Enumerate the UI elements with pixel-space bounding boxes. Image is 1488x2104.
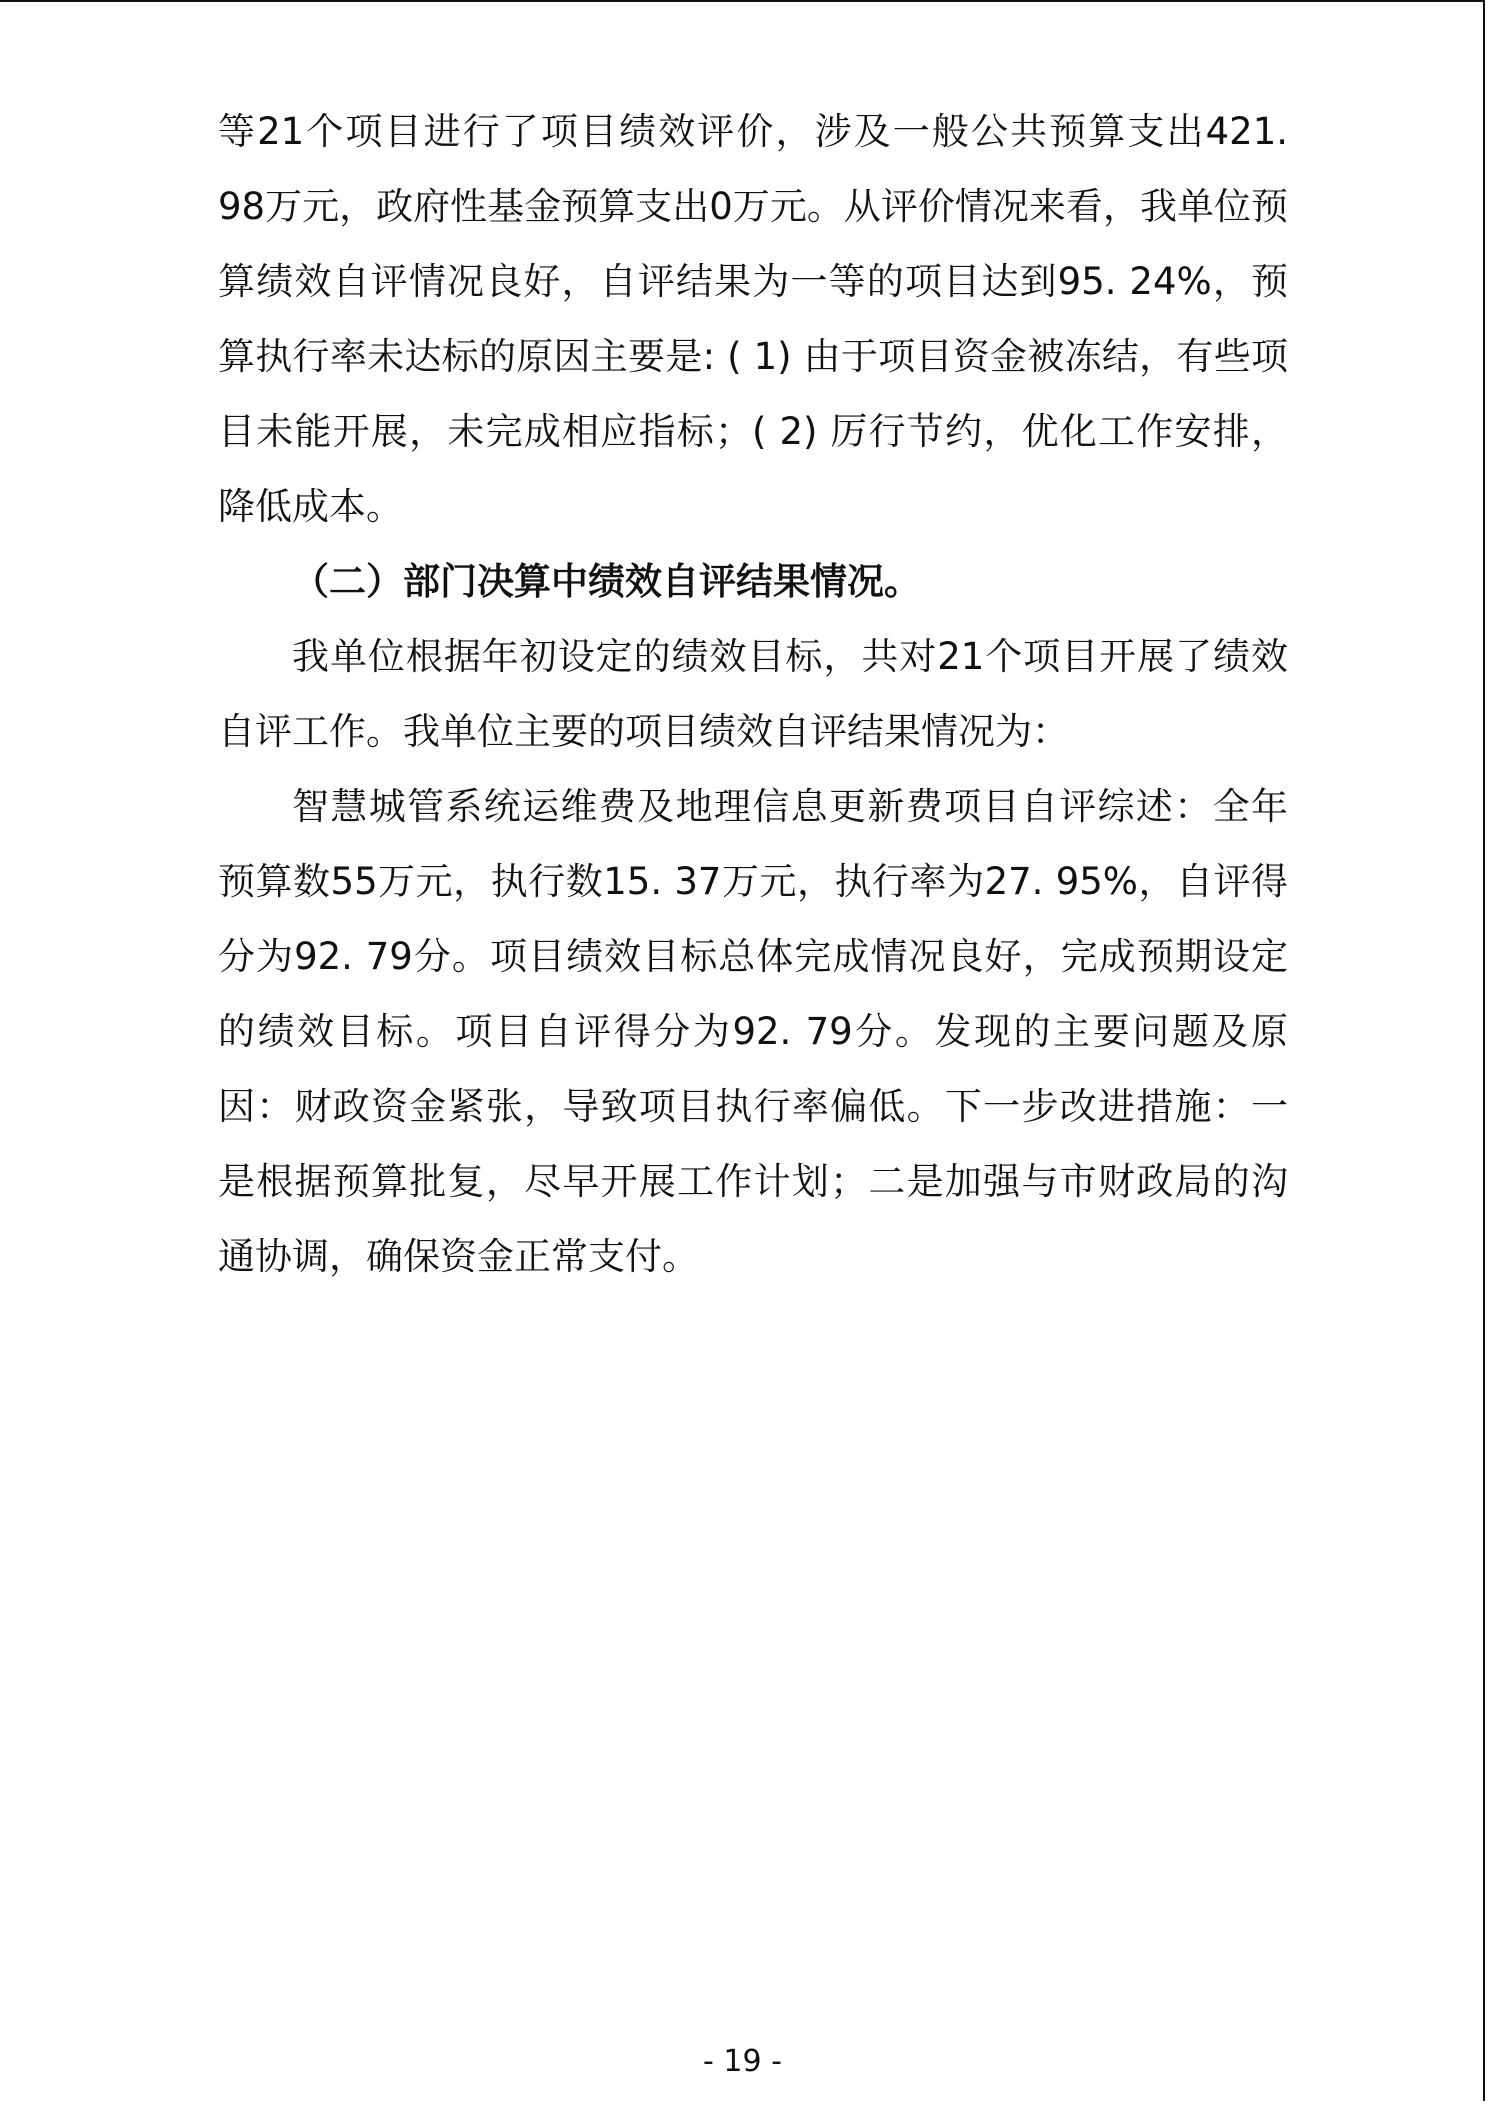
paragraph-continuation: 等21个项目进行了项目绩效评价，涉及一般公共预算支出421. 98万元，政府性基金预算支出0万元。从评价情况来看，我单位预算绩效自评情况良好，自评结果为一等的项目达到95. 24%，预算执行率未达标的原因主要是: ( 1) 由于项目资金被冻结，有些项目未能开展，未完成相应指标；( 2) 厉行节约，优化工作安排，降低成本。: [218, 110, 1288, 528]
section-heading: （二）部门决算中绩效自评结果情况。: [292, 560, 921, 603]
page-body: [218, 94, 1288, 1294]
paragraph-project-summary: 智慧城管系统运维费及地理信息更新费项目自评综述：全年预算数55万元，执行数15. 37万元，执行率为27. 95%，自评得分为92. 79分。项目绩效目标总体完成情况良好，完成预期设定的绩效目标。项目自评得分为92. 79分。发现的主要问题及原因：财政资金紧张，导致项目执行率偏低。下一步改进措施：一是根据预算批复，尽早开展工作计划；二是加强与市财政局的沟通协调，确保资金正常支付。: [218, 785, 1288, 1278]
paragraph-self-evaluation-intro: 我单位根据年初设定的绩效目标，共对21个项目开展了绩效自评工作。我单位主要的项目绩效自评结果情况为：: [218, 635, 1288, 753]
page-number: - 19 -: [703, 2044, 782, 2079]
